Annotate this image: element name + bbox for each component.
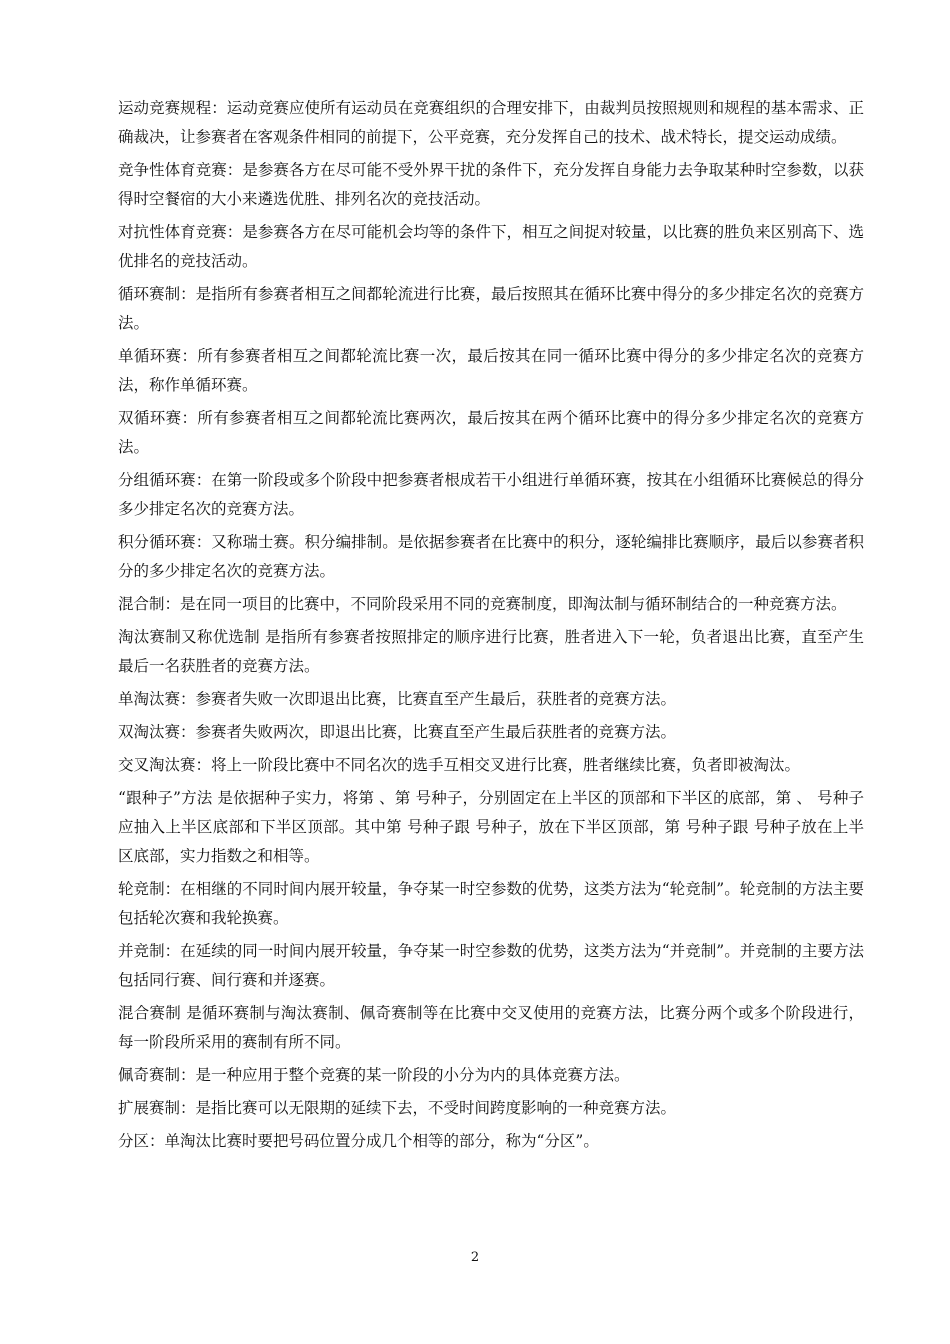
paragraph-swiss-system: 积分循环赛：又称瑞士赛。积分编排制。是依据参赛者在比赛中的积分，逐轮编排比赛顺序，最后以参赛者积分的多少排定名次的竞赛方法。 — [118, 533, 864, 580]
paragraph-single-round-robin: 单循环赛：所有参赛者相互之间都轮流比赛一次，最后按其在同一循环比赛中得分的多少排定名次的竞赛方法，称作单循环赛。 — [118, 347, 864, 394]
document-body — [118, 94, 864, 1160]
paragraph-seeding-method: “跟种子”方法 是依据种子实力，将第 、第 号种子，分别固定在上半区的顶部和下半区的底部，第 、 号种子应抽入上半区底部和下半区顶部。其中第 号种子跟 号种子，放在下半区顶部，第 号种子跟 号种子放在上半区底部，实力指数之和相等。 — [118, 789, 864, 865]
page-number: 2 — [470, 1250, 480, 1265]
paragraph-extended-system: 扩展赛制：是指比赛可以无限期的延续下去，不受时间跨度影响的一种竞赛方法。 — [118, 1099, 677, 1117]
paragraph-bracket-division: 分区：单淘汰比赛时要把号码位置分成几个相等的部分，称为“分区”。 — [118, 1132, 599, 1150]
paragraph-knockout-system: 淘汰赛制又称优选制 是指所有参赛者按照排定的顺序进行比赛，胜者进入下一轮，负者退出比赛，直至产生最后一名获胜者的竞赛方法。 — [118, 628, 864, 675]
paragraph-confrontational-sports: 对抗性体育竞赛：是参赛各方在尽可能机会均等的条件下，相互之间捉对较量，以比赛的胜负来区别高下、选优排名的竞技活动。 — [118, 223, 864, 270]
paragraph-round-robin: 循环赛制：是指所有参赛者相互之间都轮流进行比赛，最后按照其在循环比赛中得分的多少排定名次的竞赛方法。 — [118, 285, 864, 332]
paragraph-competitive-sports: 竞争性体育竞赛：是参赛各方在尽可能不受外界干扰的条件下，充分发挥自身能力去争取某种时空参数，以获得时空餐宿的大小来遴选优胜、排列名次的竞技活动。 — [118, 161, 864, 208]
paragraph-cross-elimination: 交叉淘汰赛：将上一阶段比赛中不同名次的选手互相交叉进行比赛，胜者继续比赛，负者即被淘汰。 — [118, 756, 801, 774]
paragraph-group-round-robin: 分组循环赛：在第一阶段或多个阶段中把参赛者根成若干小组进行单循环赛，按其在小组循环比赛候总的得分多少排定名次的竞赛方法。 — [118, 471, 864, 518]
paragraph-sequential-competition: 轮竞制：在相继的不同时间内展开较量，争夺某一时空参数的优势，这类方法为“轮竞制”。轮竞制的方法主要包括轮次赛和我轮换赛。 — [118, 880, 864, 927]
paragraph-mixed-system: 混合制：是在同一项目的比赛中，不同阶段采用不同的竞赛制度，即淘汰制与循环制结合的一种竞赛方法。 — [118, 595, 847, 613]
paragraph-mixed-format: 混合赛制 是循环赛制与淘汰赛制、佩奇赛制等在比赛中交叉使用的竞赛方法，比赛分两个或多个阶段进行，每一阶段所采用的赛制有所不同。 — [118, 1004, 864, 1051]
paragraph-double-elimination: 双淘汰赛：参赛者失败两次，即退出比赛，比赛直至产生最后获胜者的竞赛方法。 — [118, 723, 677, 741]
paragraph-page-system: 佩奇赛制：是一种应用于整个竞赛的某一阶段的小分为内的具体竞赛方法。 — [118, 1066, 630, 1084]
paragraph-competition-rules: 运动竞赛规程：运动竞赛应使所有运动员在竞赛组织的合理安排下，由裁判员按照规则和规程的基本需求、正确裁决，让参赛者在客观条件相同的前提下，公平竞赛，充分发挥自己的技术、战术特长，提交运动成绩。 — [118, 99, 864, 146]
paragraph-single-elimination: 单淘汰赛：参赛者失败一次即退出比赛，比赛直至产生最后，获胜者的竞赛方法。 — [118, 690, 677, 708]
paragraph-double-round-robin: 双循环赛：所有参赛者相互之间都轮流比赛两次，最后按其在两个循环比赛中的得分多少排定名次的竞赛方法。 — [118, 409, 864, 456]
paragraph-parallel-competition: 并竞制：在延续的同一时间内展开较量，争夺某一时空参数的优势，这类方法为“并竞制”。并竞制的主要方法包括同行赛、间行赛和并逐赛。 — [118, 942, 864, 989]
